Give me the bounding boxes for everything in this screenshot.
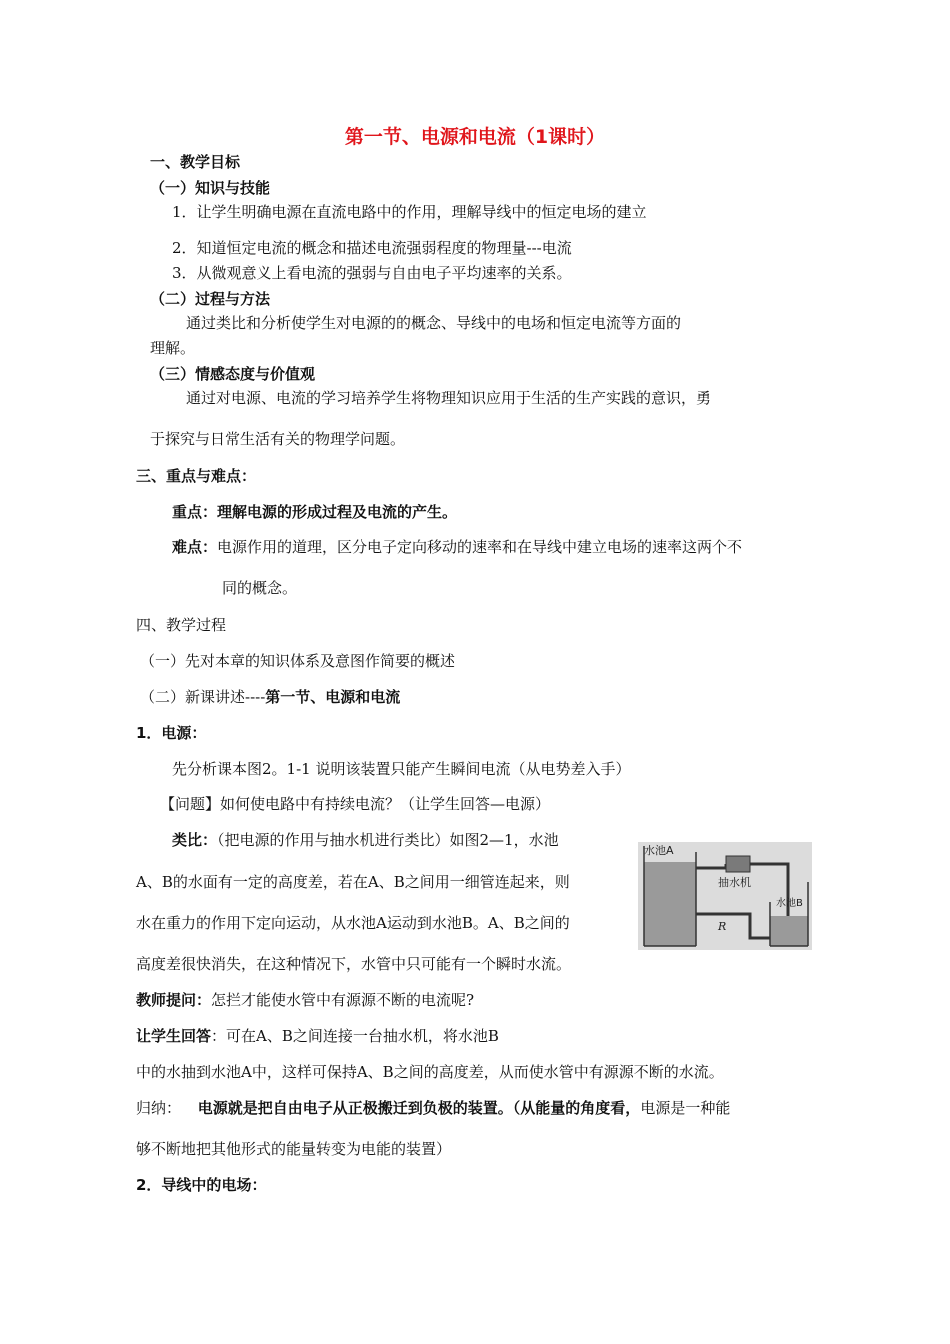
goal-item-3: 3．从微观意义上看电流的强弱与自由电子平均速率的关系。 xyxy=(172,264,572,282)
analogy-label: 类比： xyxy=(172,831,218,849)
process-step-1: （一）先对本章的知识体系及意图作简要的概述 xyxy=(140,652,456,670)
section-key-difficult: 三、重点与难点： xyxy=(136,467,257,485)
analogy-line-1: （把电源的作用与抽水机进行类比）如图2—1，水池 xyxy=(217,831,559,849)
difficulty-label: 难点： xyxy=(172,538,218,556)
summary-tail-text: 电源是一种能 xyxy=(640,1099,731,1117)
student-answer-line-2: 中的水抽到水池A中，这样可保持A、B之间的高度差，从而使水管中有源源不断的水流。 xyxy=(136,1063,724,1081)
subsection-knowledge-skills: （一）知识与技能 xyxy=(150,179,271,197)
key-text: 理解电源的形成过程及电流的产生。 xyxy=(217,503,458,521)
analogy-line-3: 水在重力的作用下定向运动，从水池A运动到水池B。A、B之间的 xyxy=(136,914,570,932)
goal-item-2: 2．知道恒定电流的概念和描述电流强弱程度的物理量---电流 xyxy=(172,239,572,257)
resistor-r-label: R xyxy=(718,920,727,933)
analogy-line-2: A、B的水面有一定的高度差，若在A、B之间用一细管连起来，则 xyxy=(136,873,570,891)
pump-box xyxy=(726,856,750,872)
summary-bold-text: 电源就是把自由电子从正极搬迁到负极的装置。（从能量的角度看， xyxy=(197,1099,641,1117)
teacher-question-label: 教师提问： xyxy=(136,991,212,1009)
student-answer-label: 让学生回答 xyxy=(136,1027,212,1045)
process-step-2-prefix: （二）新课讲述---- xyxy=(140,688,266,706)
section-teaching-process: 四、教学过程 xyxy=(136,616,227,634)
pump-label: 抽水机 xyxy=(718,876,751,889)
attitude-text-line-1: 通过对电源、电流的学习培养学生将物理知识应用于生活的生产实践的意识，勇 xyxy=(186,389,712,407)
heading-field-in-wire: 2．导线中的电场： xyxy=(136,1176,267,1194)
student-answer-text: ：可在A、B之间连接一台抽水机，将水池B xyxy=(211,1027,499,1045)
section-teaching-goals: 一、教学目标 xyxy=(150,153,241,171)
pool-b-label: 水池B xyxy=(776,898,803,909)
subsection-attitude-values: （三）情感态度与价值观 xyxy=(150,365,316,383)
question-line: 【问题】如何使电路中有持续电流？（让学生回答—电源） xyxy=(160,795,551,813)
power-source-line-1: 先分析课本图2。1-1 说明该装置只能产生瞬间电流（从电势差入手） xyxy=(172,760,631,778)
summary-line-2: 够不断地把其他形式的能量转变为电能的装置） xyxy=(136,1140,452,1158)
difficulty-text-line-1: 电源作用的道理，区分电子定向移动的速率和在导线中建立电场的速率这两个不 xyxy=(217,538,743,556)
heading-power-source: 1．电源： xyxy=(136,724,207,742)
summary-label: 归纳： xyxy=(136,1099,182,1117)
difficulty-text-line-2: 同的概念。 xyxy=(222,579,298,597)
attitude-text-line-2: 于探究与日常生活有关的物理学问题。 xyxy=(150,430,406,448)
page-title: 第一节、电源和电流（1课时） xyxy=(344,126,606,148)
pump-analogy-figure xyxy=(638,842,812,950)
goal-item-1: 1．让学生明确电源在直流电路中的作用，理解导线中的恒定电场的建立 xyxy=(172,203,647,221)
subsection-process-method: （二）过程与方法 xyxy=(150,290,271,308)
teacher-question-text: 怎拦才能使水管中有源源不断的电流呢? xyxy=(211,991,475,1009)
key-label: 重点： xyxy=(172,503,218,521)
analogy-line-4: 高度差很快消失，在这种情况下，水管中只可能有一个瞬时水流。 xyxy=(136,955,572,973)
pool-b-water xyxy=(770,916,808,946)
process-step-2-title: 第一节、电源和电流 xyxy=(265,688,401,706)
pool-a-label: 水池A xyxy=(644,844,674,857)
process-text-line-1: 通过类比和分析使学生对电源的的概念、导线中的电场和恒定电流等方面的 xyxy=(186,314,682,332)
process-text-line-2: 理解。 xyxy=(150,339,196,357)
pool-a-water xyxy=(644,862,696,946)
